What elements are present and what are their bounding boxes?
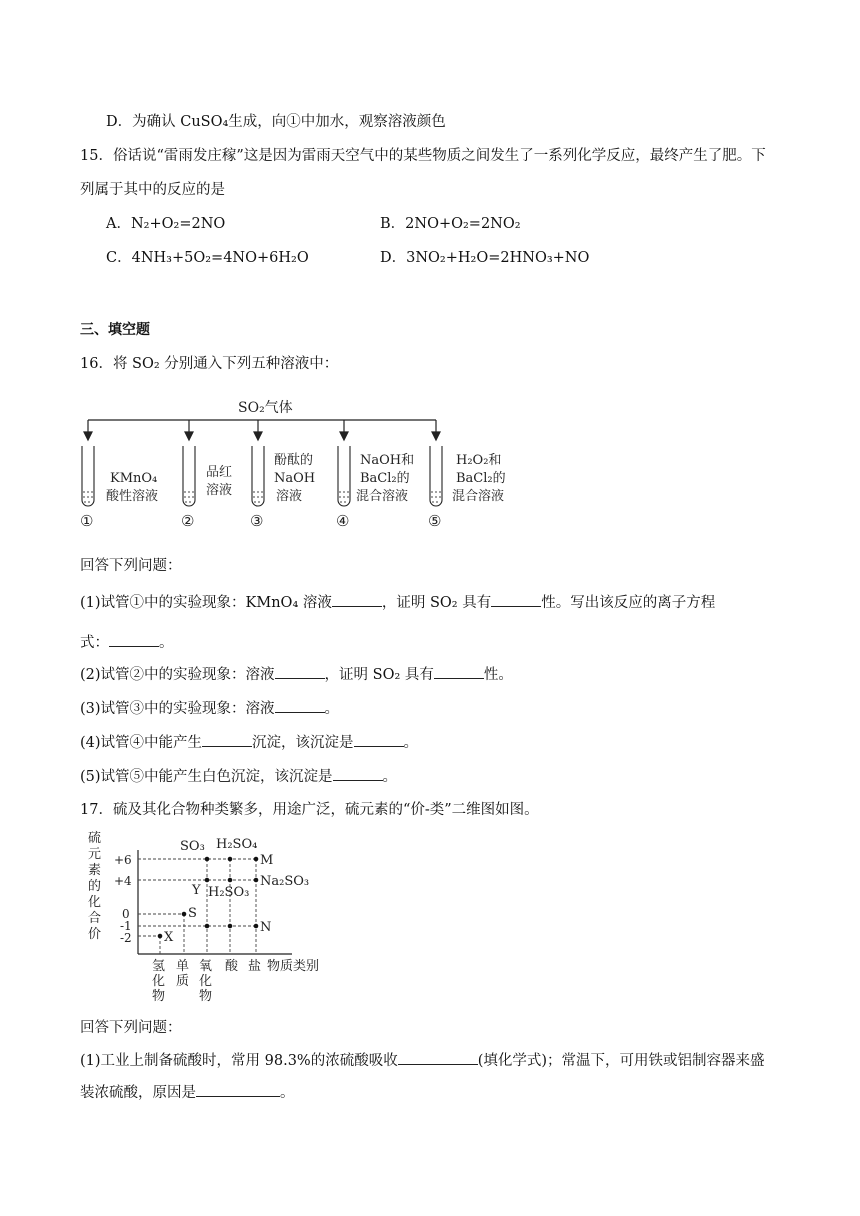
tube2-number: ② [181,512,195,530]
q17-p1-text-a: (1)工业上制备硫酸时，常用 98.3%的浓硫酸吸收 [80,1053,398,1069]
tube4-label3: 混合溶液 [356,489,409,504]
xcat-oxide-1: 氧 [199,959,213,974]
q16-p1-blank-1[interactable] [332,592,382,607]
y-label-char-5: 化 [88,895,102,910]
tube3-label3: 溶液 [276,489,303,504]
q17-p1-blank-1[interactable] [398,1050,478,1065]
tube4-number: ④ [336,512,350,530]
point-n-mid [228,924,233,929]
q16-p5-text-b: 。 [382,769,398,785]
q15-stem-line2: 列属于其中的反应的是 [80,182,225,198]
tube5-label2: BaCl₂的 [456,471,506,486]
label-so3: SO₃ [180,839,205,854]
q15-option-b: B．2NO+O₂=2NO₂ [380,216,521,232]
q16-p2-text-a: (2)试管②中的实验现象：溶液 [80,667,275,683]
q16-part3 [80,698,339,719]
q16-p4-blank-1[interactable] [202,732,252,747]
q15-option-c: C．4NH₃+5O₂=4NO+6H₂O [106,250,309,266]
q17-answer-prompt: 回答下列问题： [80,1020,182,1036]
q17-stem: 17．硫及其化合物种类繁多，用途广泛，硫元素的“价-类”二维图如图。 [80,802,539,818]
point-na2so3 [254,878,259,883]
tube3-label2: NaOH [274,471,316,486]
q16-p1-text-b: ，证明 SO₂ 具有 [381,595,492,611]
q15-option-a: A．N₂+O₂=2NO [106,216,226,232]
y-label-char-3: 素 [88,863,102,878]
y-label-char-2: 元 [88,847,102,862]
ytick-minus1: -1 [120,919,132,933]
q17-valence-class-diagram [80,826,360,1006]
tube4-label1: NaOH和 [360,453,415,468]
tube5-label1: H₂O₂和 [456,453,502,468]
label-na2so3: Na₂SO₃ [260,874,310,889]
q16-p5-blank[interactable] [333,766,383,781]
q16-p1-text-e: 。 [159,635,174,651]
point-so3 [205,857,210,862]
q17-p1-text-b: (填化学式)；常温下，可用铁或铝制容器来盛 [477,1053,765,1069]
q17-part1-line1 [80,1050,765,1071]
q16-part1-line1 [80,592,715,613]
y-label-char-6: 合 [88,911,102,926]
label-m: M [260,853,274,868]
q16-answer-prompt: 回答下列问题： [80,558,182,574]
q16-p1-text-c: 性。写出该反应的离子方程 [541,595,716,611]
xcat-element-1: 单 [176,959,190,974]
point-y [205,878,210,883]
xcat-oxide-2: 化 [199,974,213,989]
tube1-number: ① [80,512,94,530]
tube2-label2: 溶液 [206,483,233,498]
xcat-salt: 盐 [248,959,262,974]
tube2-label1: 品红 [206,465,233,480]
q16-p4-blank-2[interactable] [354,732,404,747]
label-n: N [260,920,272,935]
label-x: X [164,930,174,945]
q16-p2-blank-2[interactable] [434,664,484,679]
q16-p5-text-a: (5)试管⑤中能产生白色沉淀，该沉淀是 [80,769,333,785]
q15-option-d: D．3NO₂+H₂O=2HNO₃+NO [380,250,590,266]
point-x [158,934,163,939]
point-s [182,912,187,917]
y-label-char-4: 的 [88,879,102,894]
point-n [254,924,259,929]
q16-p1-text-a: (1)试管①中的实验现象：KMnO₄ 溶液 [80,595,332,611]
q14-option-d: D．为确认 CuSO₄生成，向①中加水，观察溶液颜色 [106,114,446,130]
q16-p2-blank-1[interactable] [275,664,325,679]
tube3-number: ③ [250,512,264,530]
xcat-hydride-3: 物 [152,989,166,1004]
label-s: S [188,906,197,921]
tube5-number: ⑤ [428,512,442,530]
q16-p4-text-a: (4)试管④中能产生 [80,735,203,751]
q17-p1-blank-2[interactable] [196,1082,280,1097]
q17-p1-text-c: 装浓硫酸，原因是 [80,1085,196,1101]
q16-p3-text-b: 。 [324,701,340,717]
q16-p3-blank[interactable] [275,698,325,713]
q17-p1-text-d: 。 [280,1085,295,1101]
y-label-char-7: 价 [88,927,102,942]
tube1-label2: 酸性溶液 [106,489,159,504]
gas-label: SO₂气体 [238,400,293,416]
label-h2so4: H₂SO₄ [216,837,258,852]
q16-p4-text-c: 。 [403,735,419,751]
xcat-oxide-3: 物 [199,989,213,1004]
xcat-acid: 酸 [225,959,239,974]
q16-p3-text-a: (3)试管③中的实验现象：溶液 [80,701,275,717]
ytick-plus4: +4 [114,874,132,888]
q16-stem: 16．将 SO₂ 分别通入下列五种溶液中： [80,356,339,372]
q16-p1-blank-3[interactable] [109,632,159,647]
label-y: Y [192,883,201,898]
label-h2so3: H₂SO₃ [208,885,250,900]
xcat-hydride-2: 化 [152,974,166,989]
tube3-label1: 酚酞的 [274,453,314,468]
q16-part2 [80,664,513,685]
q15-stem-line1: 15．俗话说“雷雨发庄稼”这是因为雷雨天空气中的某些物质之间发生了一系列化学反应，最终产生了肥。下 [80,148,766,164]
point-n-left [205,924,210,929]
q16-p1-blank-2[interactable] [491,592,541,607]
q16-diagram [70,392,530,532]
xcat-element-2: 质 [176,974,190,989]
point-h2so3 [228,878,233,883]
xaxis-title: 物质类别 [267,959,320,974]
section-title: 三、填空题 [80,322,150,338]
tube1-label1: KMnO₄ [110,471,158,486]
ytick-minus2: -2 [120,931,132,945]
q16-p2-text-b: ，证明 SO₂ 具有 [324,667,434,683]
y-label-char-1: 硫 [88,831,102,846]
q16-part5 [80,766,397,787]
ytick-0: 0 [122,907,130,921]
tube5-label3: 混合溶液 [452,489,505,504]
tube4-label2: BaCl₂的 [360,471,410,486]
q16-p1-text-d: 式： [80,635,109,651]
q16-part4 [80,732,418,753]
point-m [254,857,259,862]
q16-part1-line2 [80,632,174,653]
q17-part1-line2 [80,1082,295,1103]
xcat-hydride-1: 氢 [152,959,166,974]
ytick-plus6: +6 [114,853,132,867]
q16-p4-text-b: 沉淀，该沉淀是 [252,735,354,751]
q16-p2-text-c: 性。 [483,667,513,683]
point-h2so4 [228,857,233,862]
